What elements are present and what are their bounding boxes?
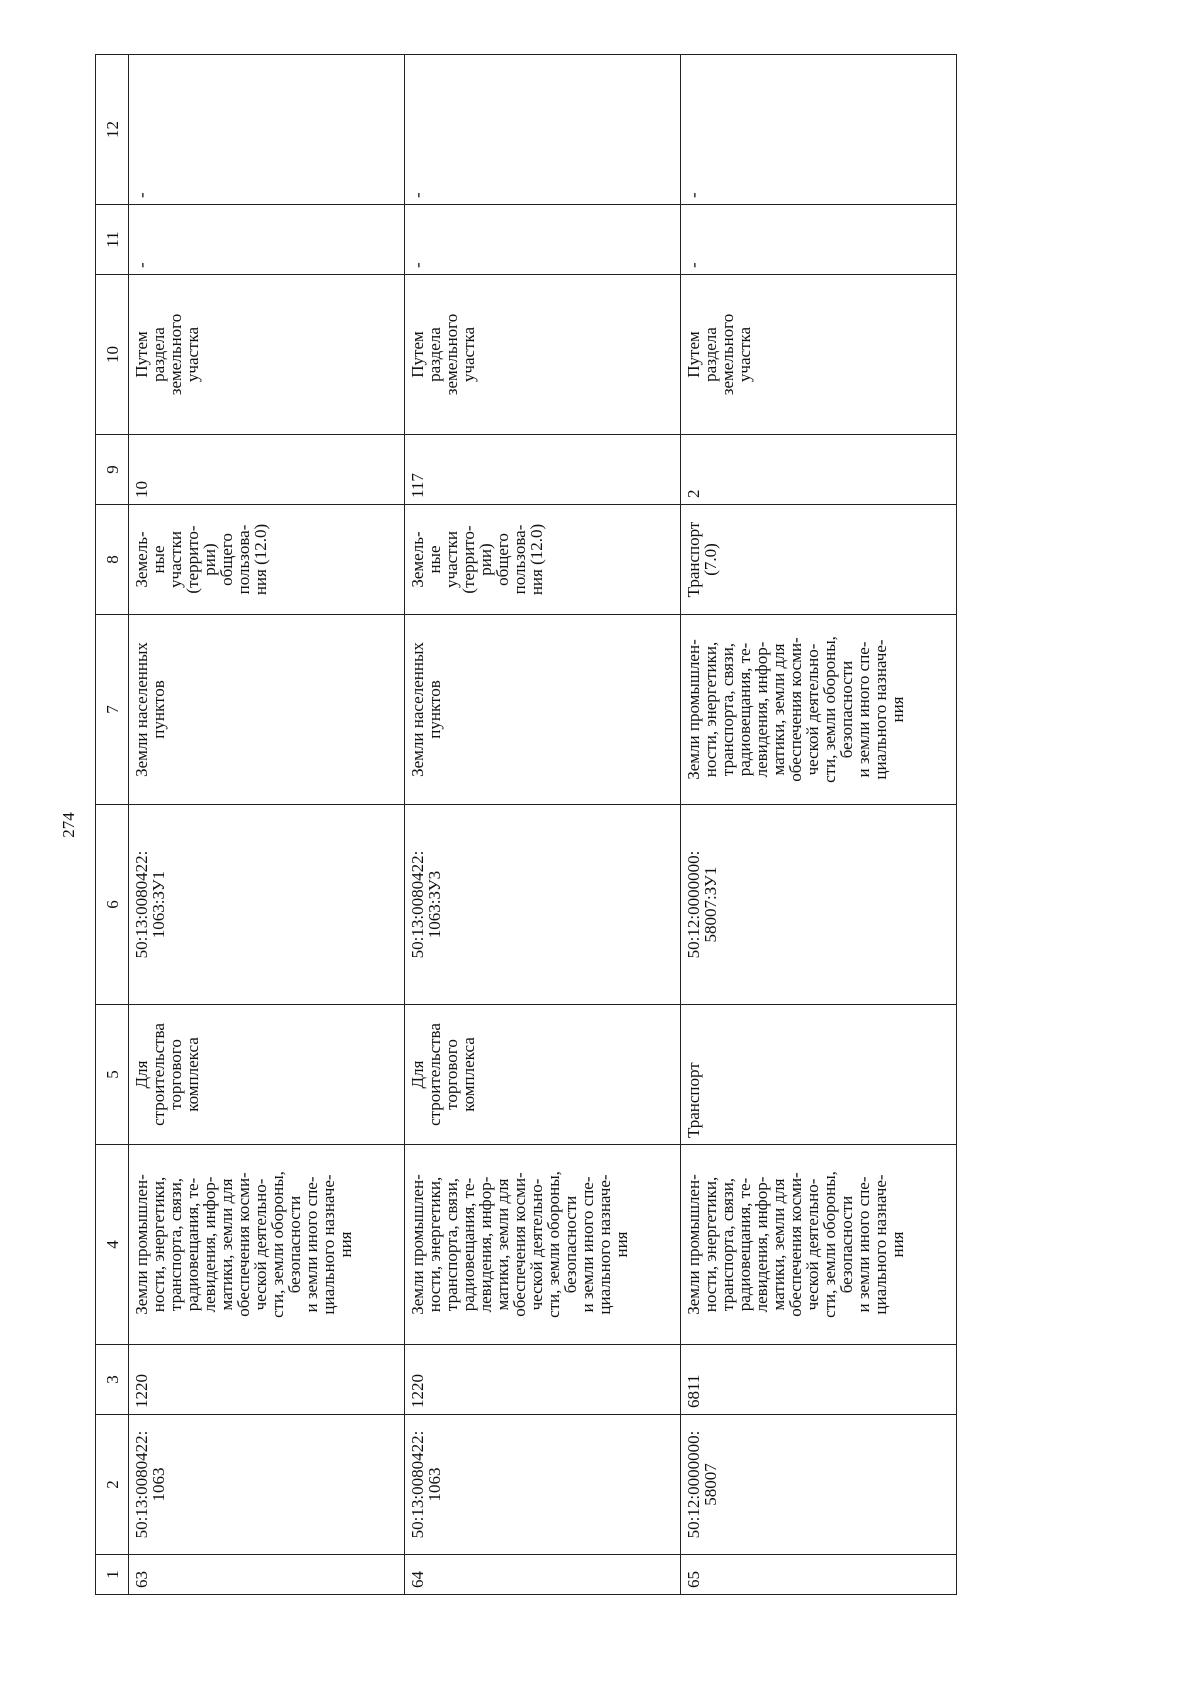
row-number: 65 [681, 1555, 957, 1595]
row-number: 64 [405, 1555, 681, 1595]
header-row [96, 55, 129, 1595]
cadastral-number: 50:12:0000000: 58007 [681, 1415, 957, 1555]
column-header: 9 [96, 435, 129, 505]
table-row [681, 55, 957, 1595]
column-11-value: - [405, 205, 681, 275]
column-header: 5 [96, 1005, 129, 1145]
new-land-category: Земли промышлен- ности, энергетики, транспорта, связи, радиовещания, те- левидения, инфор- матики, земли для обеспечения косми- ческой деятельно- сти, земли обороны, безопасности и земли иного спе- циального назначе- ния [681, 615, 957, 805]
land-category: Земли промышлен- ности, энергетики, транспорта, связи, радиовещания, те- левидения, инфор- матики, земли для обеспечения косми- ческой деятельно- сти, земли обороны, безопасности и земли иного спе- циального назначе- ния [681, 1145, 957, 1345]
new-land-category: Земли населенных пунктов [129, 615, 405, 805]
new-plot-number: 50:12:0000000: 58007:ЗУ1 [681, 805, 957, 1005]
column-header: 6 [96, 805, 129, 1005]
land-category: Земли промышлен- ности, энергетики, транспорта, связи, радиовещания, те- левидения, инфор- матики, земли для обеспечения косми- ческой деятельно- сти, земли обороны, безопасности и земли иного спе- циального назначе- ния [129, 1145, 405, 1345]
column-12-value: - [681, 55, 957, 205]
column-12-value: - [129, 55, 405, 205]
column-header: 10 [96, 275, 129, 435]
column-12-value: - [405, 55, 681, 205]
land-category: Земли промышлен- ности, энергетики, транспорта, связи, радиовещания, те- левидения, инфор- матики, земли для обеспечения косми- ческой деятельно- сти, земли обороны, безопасности и земли иного спе- циального назначе- ния [405, 1145, 681, 1345]
column-11-value: - [681, 205, 957, 275]
formation-method: Путем раздела земельного участка [681, 275, 957, 435]
area-value: 6811 [681, 1345, 957, 1415]
row-number: 63 [129, 1555, 405, 1595]
column-header: 8 [96, 505, 129, 615]
new-plot-area: 2 [681, 435, 957, 505]
cadastral-number: 50:13:0080422: 1063 [405, 1415, 681, 1555]
permitted-use: Для строительства торгового комплекса [405, 1005, 681, 1145]
permitted-use: Для строительства торгового комплекса [129, 1005, 405, 1145]
permitted-use-classifier: Транспорт (7.0) [681, 505, 957, 615]
rotated-page [59, 55, 955, 1595]
column-header: 3 [96, 1345, 129, 1415]
cadastral-number: 50:13:0080422: 1063 [129, 1415, 405, 1555]
table-row [129, 55, 405, 1595]
formation-method: Путем раздела земельного участка [129, 275, 405, 435]
permitted-use: Транспорт [681, 1005, 957, 1145]
area-value: 1220 [129, 1345, 405, 1415]
column-header: 11 [96, 205, 129, 275]
formation-method: Путем раздела земельного участка [405, 275, 681, 435]
page-number: 274 [59, 812, 78, 838]
table-row [405, 55, 681, 1595]
column-header: 2 [96, 1415, 129, 1555]
new-plot-area: 10 [129, 435, 405, 505]
new-plot-area: 117 [405, 435, 681, 505]
land-plots-table [95, 54, 957, 1595]
column-header: 4 [96, 1145, 129, 1345]
column-header: 12 [96, 55, 129, 205]
new-plot-number: 50:13:0080422: 1063:ЗУ1 [129, 805, 405, 1005]
new-plot-number: 50:13:0080422: 1063:ЗУ3 [405, 805, 681, 1005]
column-header: 1 [96, 1555, 129, 1595]
column-header: 7 [96, 615, 129, 805]
permitted-use-classifier: Земель- ные участки (террито- рии) общего пользова- ния (12.0) [129, 505, 405, 615]
area-value: 1220 [405, 1345, 681, 1415]
permitted-use-classifier: Земель- ные участки (террито- рии) общего пользова- ния (12.0) [405, 505, 681, 615]
new-land-category: Земли населенных пунктов [405, 615, 681, 805]
column-11-value: - [129, 205, 405, 275]
